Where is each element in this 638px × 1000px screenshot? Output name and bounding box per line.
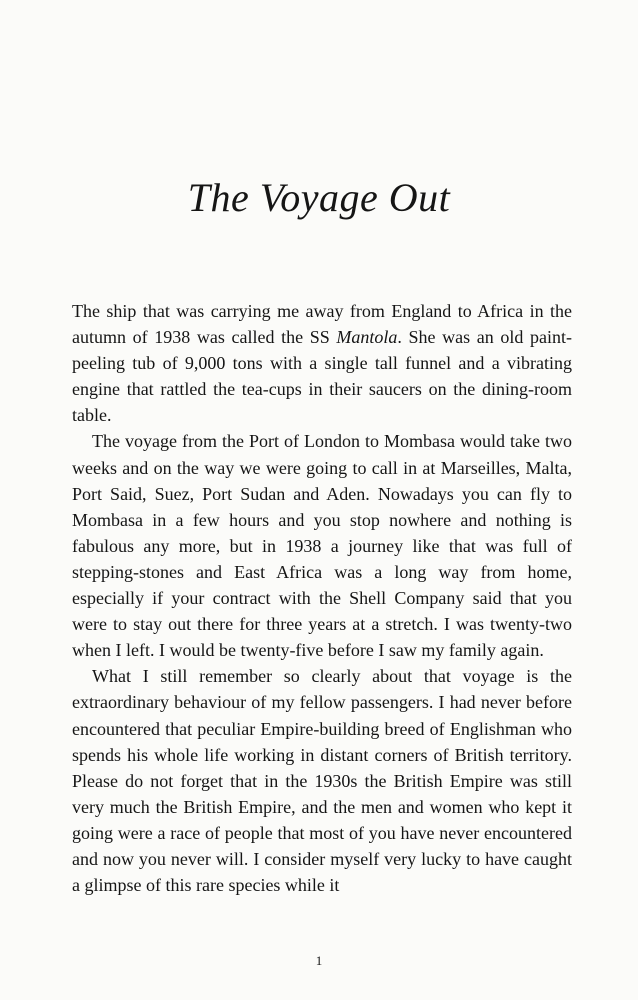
chapter-title: The Voyage Out (187, 175, 451, 220)
page-number: 1 (315, 953, 323, 968)
paragraph-3: What I still remember so clearly about that voyage is the extraordinary behaviour of my fellow passengers. I had never before encountered that peculiar Empire-building breed of Englishman who spends his whole life working in distant corners of British territory. Please do not forget that in the 1930s the British Empire was still very much the British Empire, and the men and women who kept it going were a race of people that most of you have never encountered and now you never will. I consider myself very lucky to have caught a glimpse of this rare species while it (72, 666, 572, 896)
ship-name: Mantola (336, 327, 398, 348)
paragraph-2: The voyage from the Port of London to Mombasa would take two weeks and on the way we were going to call in at Marseilles, Malta, Port Said, Suez, Port Sudan and Aden. Nowadays you can fly to Mombasa in a few hours and you stop nowhere and nothing is fabulous any more, but in 1938 a journey like that was full of stepping-stones and East Africa was a long way from home, especially if your contract with the Shell Company said that you were to stay out there for three years at a stretch. I was twenty-two when I left. I would be twenty-five before I saw my family again. (72, 431, 572, 661)
paragraph-1-text-after-ship: . She was an old paint-peeling tub of 9,000 tons with a single tall funnel and a vibrating engine that rattled the tea-cups in their saucers on the dining-room table. (72, 327, 572, 426)
paragraph-1-text-before-ship: The ship that was carrying me away from England to Africa in the autumn of 1938 was called the SS (72, 301, 572, 348)
paragraph-1 (72, 298, 572, 428)
body-text (72, 298, 572, 898)
